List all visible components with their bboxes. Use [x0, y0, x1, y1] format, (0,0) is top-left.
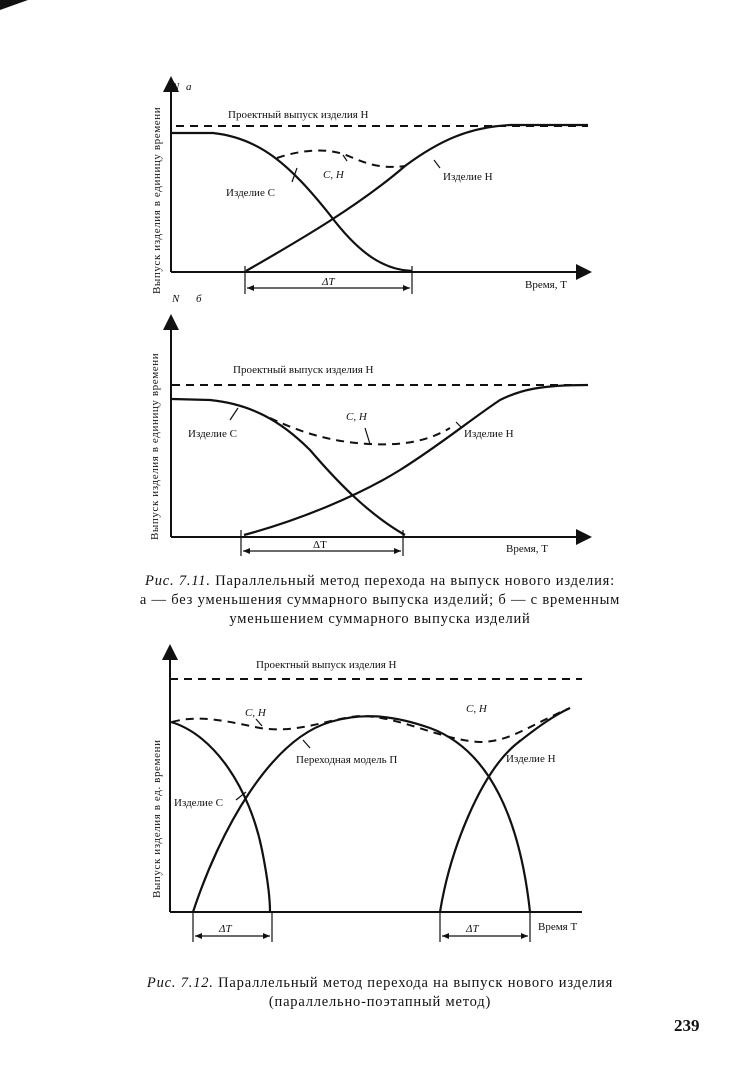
caption-fig-7-12	[90, 974, 670, 1012]
target-label: Проектный выпуск изделия Н	[233, 364, 374, 376]
panel-letter: б	[196, 293, 202, 305]
target-label: Проектный выпуск изделия Н	[228, 109, 369, 121]
caption-line-1: Параллельный метод перехода на выпуск нового изделия:	[215, 573, 615, 589]
caption-line-2: а — без уменьшения суммарного выпуска изделий; б — с временным	[139, 592, 621, 608]
caption-line-1: Параллельный метод перехода на выпуск нового изделия	[218, 975, 614, 991]
leader-product-n	[456, 422, 462, 428]
curve-product-c	[172, 399, 405, 535]
leader-sum	[365, 428, 370, 444]
product-c-label: Изделие С	[174, 797, 223, 809]
curve-product-n	[246, 125, 588, 271]
panel-letter: а	[186, 81, 192, 93]
y-axis-symbol: N	[172, 81, 180, 93]
interval-label: ΔT	[322, 276, 335, 288]
leader-product-n	[434, 160, 440, 168]
product-c-label: Изделие С	[188, 428, 237, 440]
curve-transition-model	[193, 716, 530, 912]
caption-fig-number: Рис. 7.11.	[145, 573, 211, 589]
y-axis-label: Выпуск изделия в единицу времени	[149, 352, 161, 540]
leader-product-n	[512, 740, 520, 748]
y-axis-label: Выпуск изделия в единицу времени	[151, 106, 163, 294]
sum-label: С, Н	[346, 411, 367, 423]
x-axis-label: Время T	[538, 921, 578, 933]
leader-product-c	[292, 168, 297, 182]
chart-7-11-b	[140, 290, 600, 558]
sum-label: С, Н	[323, 169, 344, 181]
caption-fig-number: Рис. 7.12.	[146, 975, 214, 991]
curve-product-c	[171, 722, 270, 912]
caption-line-2: (параллельно-поэтапный метод)	[268, 994, 492, 1010]
product-n-label: Изделие Н	[464, 428, 514, 440]
sum-label-2: С, Н	[466, 703, 487, 715]
curve-sum-cn	[277, 151, 405, 167]
y-axis-symbol: N	[172, 293, 180, 305]
interval-2-label: ΔT	[466, 923, 479, 935]
x-axis-label: Время, T	[506, 543, 548, 555]
x-axis-label: Время, T	[525, 279, 567, 291]
leader-sum-1	[256, 719, 262, 726]
sum-label-1: С, Н	[245, 707, 266, 719]
scan-corner-mark	[0, 0, 28, 10]
caption-line-3: уменьшением суммарного выпуска изделий	[229, 611, 531, 627]
chart-7-11-a	[140, 70, 600, 302]
target-label: Проектный выпуск изделия Н	[256, 659, 397, 671]
page-number: 239	[674, 1016, 700, 1035]
product-c-label: Изделие С	[226, 187, 275, 199]
chart-7-12	[140, 640, 600, 950]
caption-fig-7-11	[90, 572, 670, 629]
product-n-label: Изделие Н	[443, 171, 493, 183]
interval-1-label: ΔT	[219, 923, 232, 935]
curve-product-n	[244, 385, 588, 535]
leader-transition	[303, 740, 310, 748]
y-axis-label: Выпуск изделия в ед. времени	[151, 739, 163, 898]
leader-product-c	[230, 408, 238, 420]
product-n-label: Изделие Н	[506, 753, 556, 765]
transition-label: Переходная модель П	[296, 754, 398, 766]
curve-sum-cn	[172, 708, 570, 742]
interval-label: ΔT	[313, 539, 327, 551]
